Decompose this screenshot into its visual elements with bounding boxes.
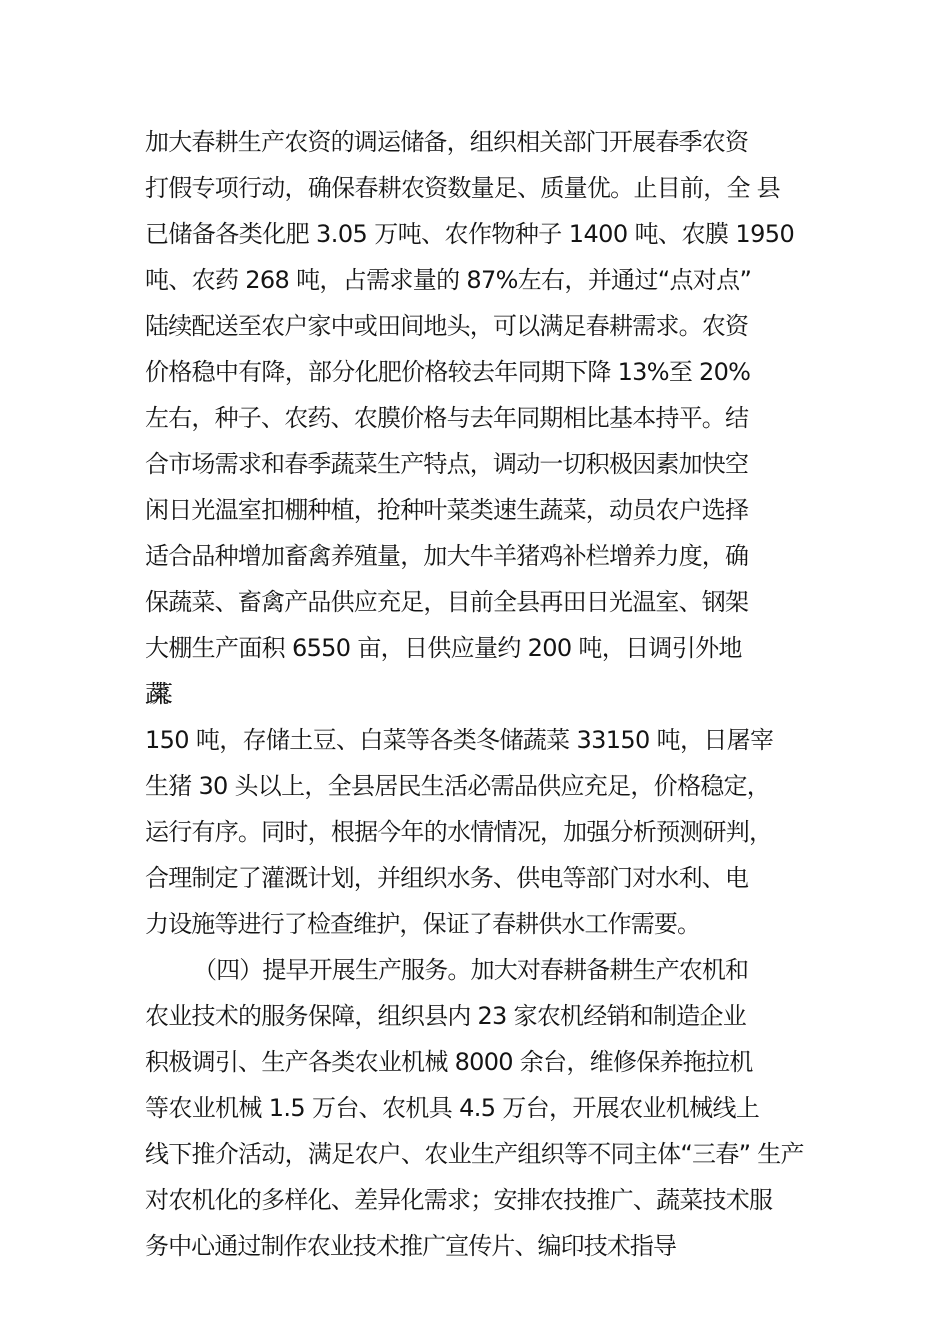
text-line: 运行有序。同时，根据今年的水情情况，加强分析预测研判， bbox=[145, 818, 773, 846]
text-line: 适合品种增加畜禽养殖量，加大牛羊猪鸡补栏增养力度，确 bbox=[145, 542, 749, 570]
text-line: 农业技术的服务保障，组织县内 23 家农机经销和制造企业 bbox=[145, 1002, 747, 1030]
text-line: 150 吨，存储土豆、白菜等各类冬储蔬菜 33150 吨，日屠宰 bbox=[145, 726, 774, 754]
text-line: 力设施等进行了检查维护，保证了春耕供水工作需要。 bbox=[145, 910, 701, 938]
text-line: 生猪 30 头以上，全县居民生活必需品供应充足，价格稳定， bbox=[145, 772, 771, 800]
text-line: 积极调引、生产各类农业机械 8000 余台，维修保养拖拉机 bbox=[145, 1048, 753, 1076]
body-text bbox=[145, 119, 825, 1269]
text-line: 等农业机械 1.5 万台、农机具 4.5 万台，开展农业机械线上 bbox=[145, 1094, 760, 1122]
text-line: 大棚生产面积 6550 亩，日供应量约 200 吨，日调引外地 bbox=[145, 634, 742, 662]
section-heading-line: （四）提早开展生产服务。加大对春耕备耕生产农机和 bbox=[193, 956, 749, 984]
text-line: 对农机化的多样化、差异化需求；安排农技推广、蔬菜技术服 bbox=[145, 1186, 773, 1214]
text-line: 合市场需求和春季蔬菜生产特点，调动一切积极因素加快空 bbox=[145, 450, 749, 478]
text-line: 线下推介活动，满足农户、农业生产组织等不同主体“三春” 生产 bbox=[145, 1140, 804, 1168]
text-line: 闲日光温室扣棚种植，抢种叶菜类速生蔬菜，动员农户选择 bbox=[145, 496, 749, 524]
text-line: 合理制定了灌溉计划，并组织水务、供电等部门对水利、电 bbox=[145, 864, 749, 892]
text-line: 加大春耕生产农资的调运储备，组织相关部门开展春季农资 bbox=[145, 128, 749, 156]
text-line: 打假专项行动，确保春耕农资数量足、质量优。止目前，全 县 bbox=[145, 174, 780, 202]
text-line: 价格稳中有降，部分化肥价格较去年同期下降 13%至 20% bbox=[145, 358, 751, 386]
text-line: 务中心通过制作农业技术推广宣传片、编印技术指导 bbox=[145, 1232, 677, 1260]
text-line: 已储备各类化肥 3.05 万吨、农作物种子 1400 吨、农膜 1950 bbox=[145, 220, 795, 248]
text-line: 陆续配送至农户家中或田间地头，可以满足春耕需求。农资 bbox=[145, 312, 749, 340]
text-line: 保蔬菜、畜禽产品供应充足，目前全县再田日光温室、钢架 bbox=[145, 588, 749, 616]
text-line: 吨、农药 268 吨，占需求量的 87%左右，并通过“点对点” bbox=[145, 266, 752, 294]
text-line: 蔬菜 bbox=[145, 680, 153, 708]
text-line: 左右，种子、农药、农膜价格与去年同期相比基本持平。结 bbox=[145, 404, 749, 432]
